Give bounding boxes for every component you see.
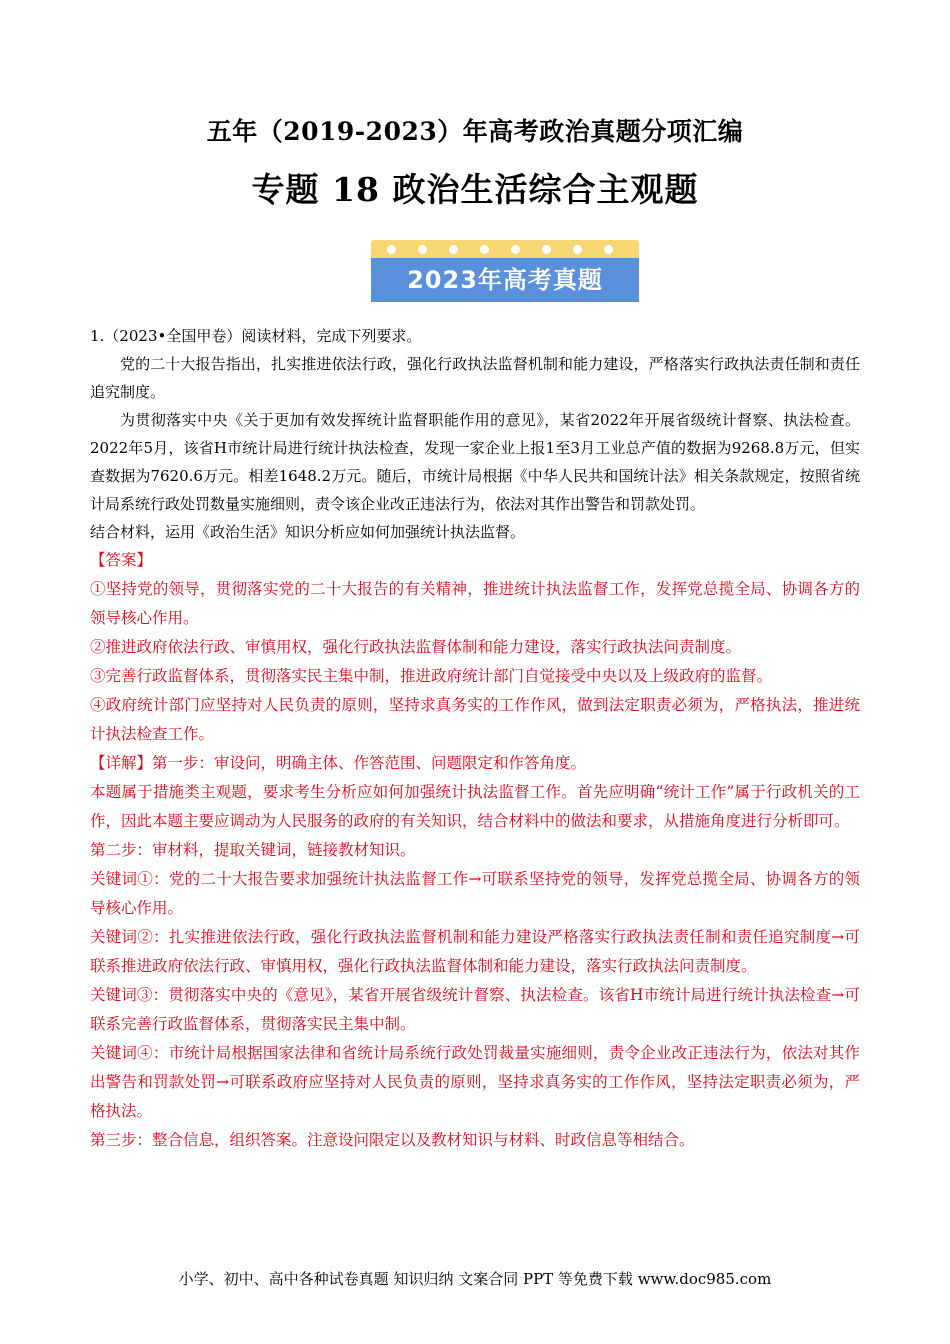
- explanation-heading: 【详解】: [90, 754, 153, 772]
- banner-dot: [418, 245, 427, 254]
- material-paragraph-2: 为贯彻落实中央《关于更加有效发挥统计监督职能作用的意见》，某省2022年开展省级统计督察、执法检查。2022年5月，该省H市统计局进行统计执法检查，发现一家企业上报1至3月工业总产值的数据为9268.8万元，但实查数据为7620.6万元。相差1648.2万元。随后，市统计局根据《中华人民共和国统计法》相关条款规定，按照省统计局系统行政处罚数量实施细则，责令该企业改正违法行为，依法对其作出警告和罚款处罚。: [90, 411, 860, 513]
- answer-item-3: ③完善行政监督体系，贯彻落实民主集中制，推进政府统计部门自觉接受中央以及上级政府的监督。: [90, 667, 773, 685]
- explanation-step-1: [90, 749, 860, 778]
- explanation-step-3: 第三步：整合信息，组织答案。注意设问限定以及教材知识与材料、时政信息等相结合。: [90, 1131, 695, 1149]
- year-banner: [371, 240, 639, 302]
- banner-dot: [604, 245, 613, 254]
- page-footer: [0, 1268, 950, 1289]
- answer-heading: 【答案】: [90, 551, 153, 569]
- question-requirement: 结合材料，运用《政治生活》知识分析应如何加强统计执法监督。: [90, 523, 526, 541]
- banner-dot: [573, 245, 582, 254]
- explanation-step-1-text: 第一步：审设问，明确主体、作答范围、问题限定和作答角度。: [152, 754, 587, 772]
- explanation-step-1-detail: 本题属于措施类主观题，要求考生分析应如何加强统计执法监督工作。首先应明确“统计工作”属于行政机关的工作，因此本题主要应调动为人民服务的政府的有关知识，结合材料中的做法和要求，从措施角度进行分析即可。: [90, 783, 860, 830]
- banner-dot: [542, 245, 551, 254]
- collection-title: 五年（2019-2023）年高考政治真题分项汇编: [206, 117, 744, 146]
- banner-dot: [511, 245, 520, 254]
- banner-dot: [480, 245, 489, 254]
- material-paragraph-1: 党的二十大报告指出，扎实推进依法行政，强化行政执法监督机制和能力建设，严格落实行政执法责任制和责任追究制度。: [90, 355, 860, 401]
- answer-item-2: ②推进政府依法行政、审慎用权，强化行政执法监督体制和能力建设，落实行政执法问责制度。: [90, 638, 742, 656]
- topic-title: 专题 18 政治生活综合主观题: [251, 170, 699, 209]
- banner-dot: [449, 245, 458, 254]
- explanation-step-2: 第二步：审材料，提取关键词，链接教材知识。: [90, 841, 416, 859]
- keyword-2: 关键词②：扎实推进依法行政，强化行政执法监督机制和能力建设严格落实行政执法责任制和责任追究制度→可联系推进政府依法行政、审慎用权，强化行政执法监督体制和能力建设，落实行政执法问责制度。: [90, 928, 860, 975]
- banner-top-strip: [371, 240, 639, 258]
- keyword-1: 关键词①：党的二十大报告要求加强统计执法监督工作→可联系坚持党的领导，发挥党总揽全局、协调各方的领导核心作用。: [90, 870, 860, 917]
- answer-item-4: ④政府统计部门应坚持对人民负责的原则，坚持求真务实的工作作风，做到法定职责必须为，严格执法，推进统计执法检查工作。: [90, 696, 860, 743]
- banner-label: 2023年高考真题: [407, 266, 603, 294]
- keyword-3: 关键词③：贯彻落实中央的《意见》，某省开展省级统计督察、执法检查。该省H市统计局进行统计执法检查→可联系完善行政监督体系，贯彻落实民主集中制。: [90, 986, 860, 1033]
- footer-text: 小学、初中、高中各种试卷真题 知识归纳 文案合同 PPT 等免费下载 www.doc985.com: [178, 1270, 772, 1288]
- keyword-4: 关键词④：市统计局根据国家法律和省统计局系统行政处罚裁量实施细则，责令企业改正违法行为，依法对其作出警告和罚款处罚→可联系政府应坚持对人民负责的原则，坚持求真务实的工作作风，坚持法定职责必须为，严格执法。: [90, 1044, 860, 1120]
- answer-item-1: ①坚持党的领导，贯彻落实党的二十大报告的有关精神，推进统计执法监督工作，发挥党总揽全局、协调各方的领导核心作用。: [90, 580, 860, 627]
- banner-dot: [387, 245, 396, 254]
- question-stem: 1.（2023•全国甲卷）阅读材料，完成下列要求。: [90, 327, 422, 345]
- question-content: [90, 322, 860, 1155]
